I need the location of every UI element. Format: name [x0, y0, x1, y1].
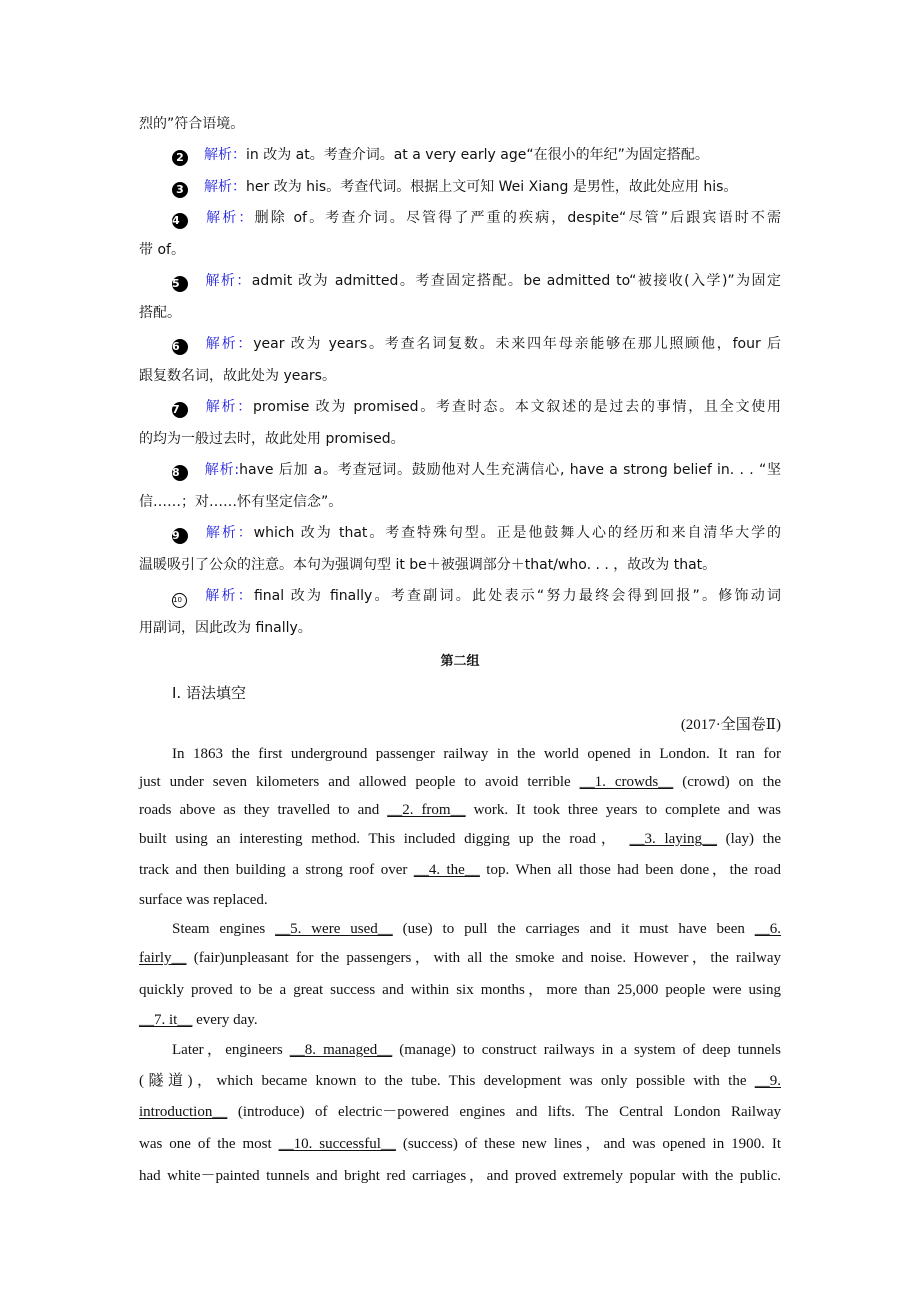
answer-blank: __10. successful__: [278, 1136, 396, 1152]
analysis-label: 解析：: [203, 588, 254, 604]
analysis-item-line: [172, 586, 781, 608]
passage-text: (success) of these new lines，and was opened in 1900. It: [395, 1136, 781, 1152]
passage-text: just under seven kilometers and allowed people to avoid terrible: [139, 774, 580, 790]
analysis-label: 解析：: [204, 399, 254, 415]
analysis-text: which 改为 that。考查特殊句型。正是他鼓舞人心的经历和来自清华大学的: [253, 525, 781, 541]
analysis-item-line: [172, 177, 781, 198]
passage-line: [139, 1071, 781, 1091]
analysis-item-line: [172, 208, 781, 229]
analysis-item-line: 信……；对……怀有坚定信念”。: [139, 493, 343, 510]
analysis-item-line: 的均为一般过去时，故此处用 promised。: [139, 430, 405, 447]
analysis-label: 解析：: [204, 273, 252, 289]
circled-number-icon: 4: [172, 213, 188, 229]
passage-line: [172, 744, 781, 764]
analysis-text: 删除 of。考查介词。尽管得了严重的疾病，despite“尽管”后跟宾语时不需: [254, 210, 782, 226]
passage-line: [139, 1134, 781, 1154]
analysis-text: admit 改为 admitted。考查固定搭配。be admitted to“被接收(入学)”为固定: [251, 273, 781, 289]
analysis-text: year 改为 years。考查名词复数。未来四年母亲能够在那儿照顾他，four 后: [253, 336, 782, 352]
passage-text: roads above as they travelled to and: [139, 802, 388, 818]
passage-text: work. It took three years to complete and was: [465, 802, 781, 818]
passage-text: Steam engines: [172, 921, 276, 937]
analysis-item-line: [172, 271, 781, 292]
passage-line: [139, 829, 781, 849]
passage-text: quickly proved to be a great success and within six months，more than 25,000 people were using: [139, 982, 781, 998]
circled-number-icon: 5: [172, 276, 188, 292]
circled-number-icon: 10: [172, 593, 187, 608]
circled-number-icon: 8: [172, 465, 188, 481]
analysis-item-line: [172, 523, 781, 544]
passage-text: top. When all those had been done，the road: [479, 862, 782, 878]
passage-text: surface was replaced.: [139, 892, 268, 908]
answer-blank: __3. laying__: [629, 831, 717, 847]
analysis-continuation: 烈的”符合语境。: [139, 116, 245, 132]
circled-number-icon: 9: [172, 528, 188, 544]
analysis-item-line: 搭配。: [139, 304, 181, 321]
analysis-text: promise 改为 promised。考查时态。本文叙述的是过去的事情，且全文使用: [253, 399, 781, 415]
passage-text: (隧道)，which became known to the tube. This development was only possible with the: [139, 1073, 755, 1089]
passage-text: (use) to pull the carriages and it must have been: [392, 921, 755, 937]
analysis-item-line: 用副词，因此改为 finally。: [139, 619, 312, 636]
analysis-label: 解析：: [204, 525, 254, 541]
analysis-item-line: [172, 460, 781, 481]
passage-text: had white－painted tunnels and bright red carriages，and proved extremely popular with the public.: [139, 1168, 781, 1184]
passage-line: [139, 1102, 781, 1122]
analysis-label: 解析：: [204, 178, 246, 195]
passage-text: (introduce) of electric－powered engines and lifts. The Central London Railway: [227, 1104, 781, 1120]
passage-line: [139, 980, 781, 1000]
analysis-label: 解析：: [204, 210, 255, 226]
passage-line: [172, 919, 781, 939]
source-reference: (2017·全国卷Ⅱ): [680, 717, 781, 733]
passage-text: In 1863 the first underground passenger railway in the world opened in London. It ran for: [172, 746, 781, 762]
analysis-label: 解析：: [204, 336, 254, 352]
passage-line: [139, 1010, 781, 1030]
answer-blank: introduction__: [139, 1104, 228, 1120]
analysis-item-line: [172, 145, 781, 166]
answer-blank: __7. it__: [139, 1012, 193, 1028]
passage-text: every day.: [192, 1012, 258, 1028]
passage-text: (manage) to construct railways in a system of deep tunnels: [392, 1042, 782, 1058]
passage-line: [139, 800, 781, 820]
passage-line: [172, 1040, 781, 1060]
passage-text: built using an interesting method. This included digging up the road，: [139, 831, 630, 847]
section-heading: Ⅰ. 语法填空: [172, 684, 246, 702]
answer-blank: __2. from__: [387, 802, 466, 818]
analysis-text: in 改为 at。考查介词。at a very early age“在很小的年纪”为固定搭配。: [246, 147, 709, 163]
group-title: 第二组: [440, 654, 480, 669]
circled-number-icon: 2: [172, 150, 188, 166]
passage-line: [139, 1166, 781, 1186]
passage-text: was one of the most: [139, 1136, 279, 1152]
answer-blank: __8. managed__: [289, 1042, 393, 1058]
analysis-item-line: 温暖吸引了公众的注意。本句为强调句型 it be＋被强调部分＋that/who. . . ，故改为 that。: [139, 556, 717, 573]
answer-blank: __5. were used__: [275, 921, 393, 937]
analysis-label: 解析:: [204, 462, 240, 478]
answer-blank: __4. the__: [413, 862, 480, 878]
circled-number-icon: 3: [172, 182, 188, 198]
passage-line: [139, 860, 781, 880]
circled-number-icon: 7: [172, 402, 188, 418]
passage-text: Later，engineers: [172, 1042, 290, 1058]
passage-line: [139, 772, 781, 792]
passage-line: [139, 890, 781, 910]
analysis-item-line: 跟复数名词，故此处为 years。: [139, 367, 336, 384]
analysis-text: have 后加 a。考查冠词。鼓励他对人生充满信心, have a strong belief in. . . “坚: [239, 462, 782, 478]
analysis-item-line: [172, 334, 781, 355]
analysis-label: 解析：: [204, 147, 246, 163]
passage-line: [139, 948, 781, 968]
answer-blank: __9.: [754, 1073, 781, 1089]
passage-text: (fair)unpleasant for the passengers，with all the smoke and noise. However，the railway: [186, 950, 781, 966]
passage-text: track and then building a strong roof over: [139, 862, 414, 878]
circled-number-icon: 6: [172, 339, 188, 355]
analysis-item-line: 带 of。: [139, 241, 185, 258]
answer-blank: fairly__: [139, 950, 187, 966]
analysis-item-line: [172, 397, 781, 418]
answer-blank: __1. crowds__: [579, 774, 674, 790]
analysis-text: her 改为 his。考查代词。根据上文可知 Wei Xiang 是男性，故此处应用 his。: [246, 178, 738, 195]
passage-text: (lay) the: [716, 831, 782, 847]
passage-text: (crowd) on the: [673, 774, 781, 790]
analysis-text: final 改为 finally。考查副词。此处表示“努力最终会得到回报”。修饰动词: [253, 588, 781, 604]
answer-blank: __6.: [754, 921, 781, 937]
